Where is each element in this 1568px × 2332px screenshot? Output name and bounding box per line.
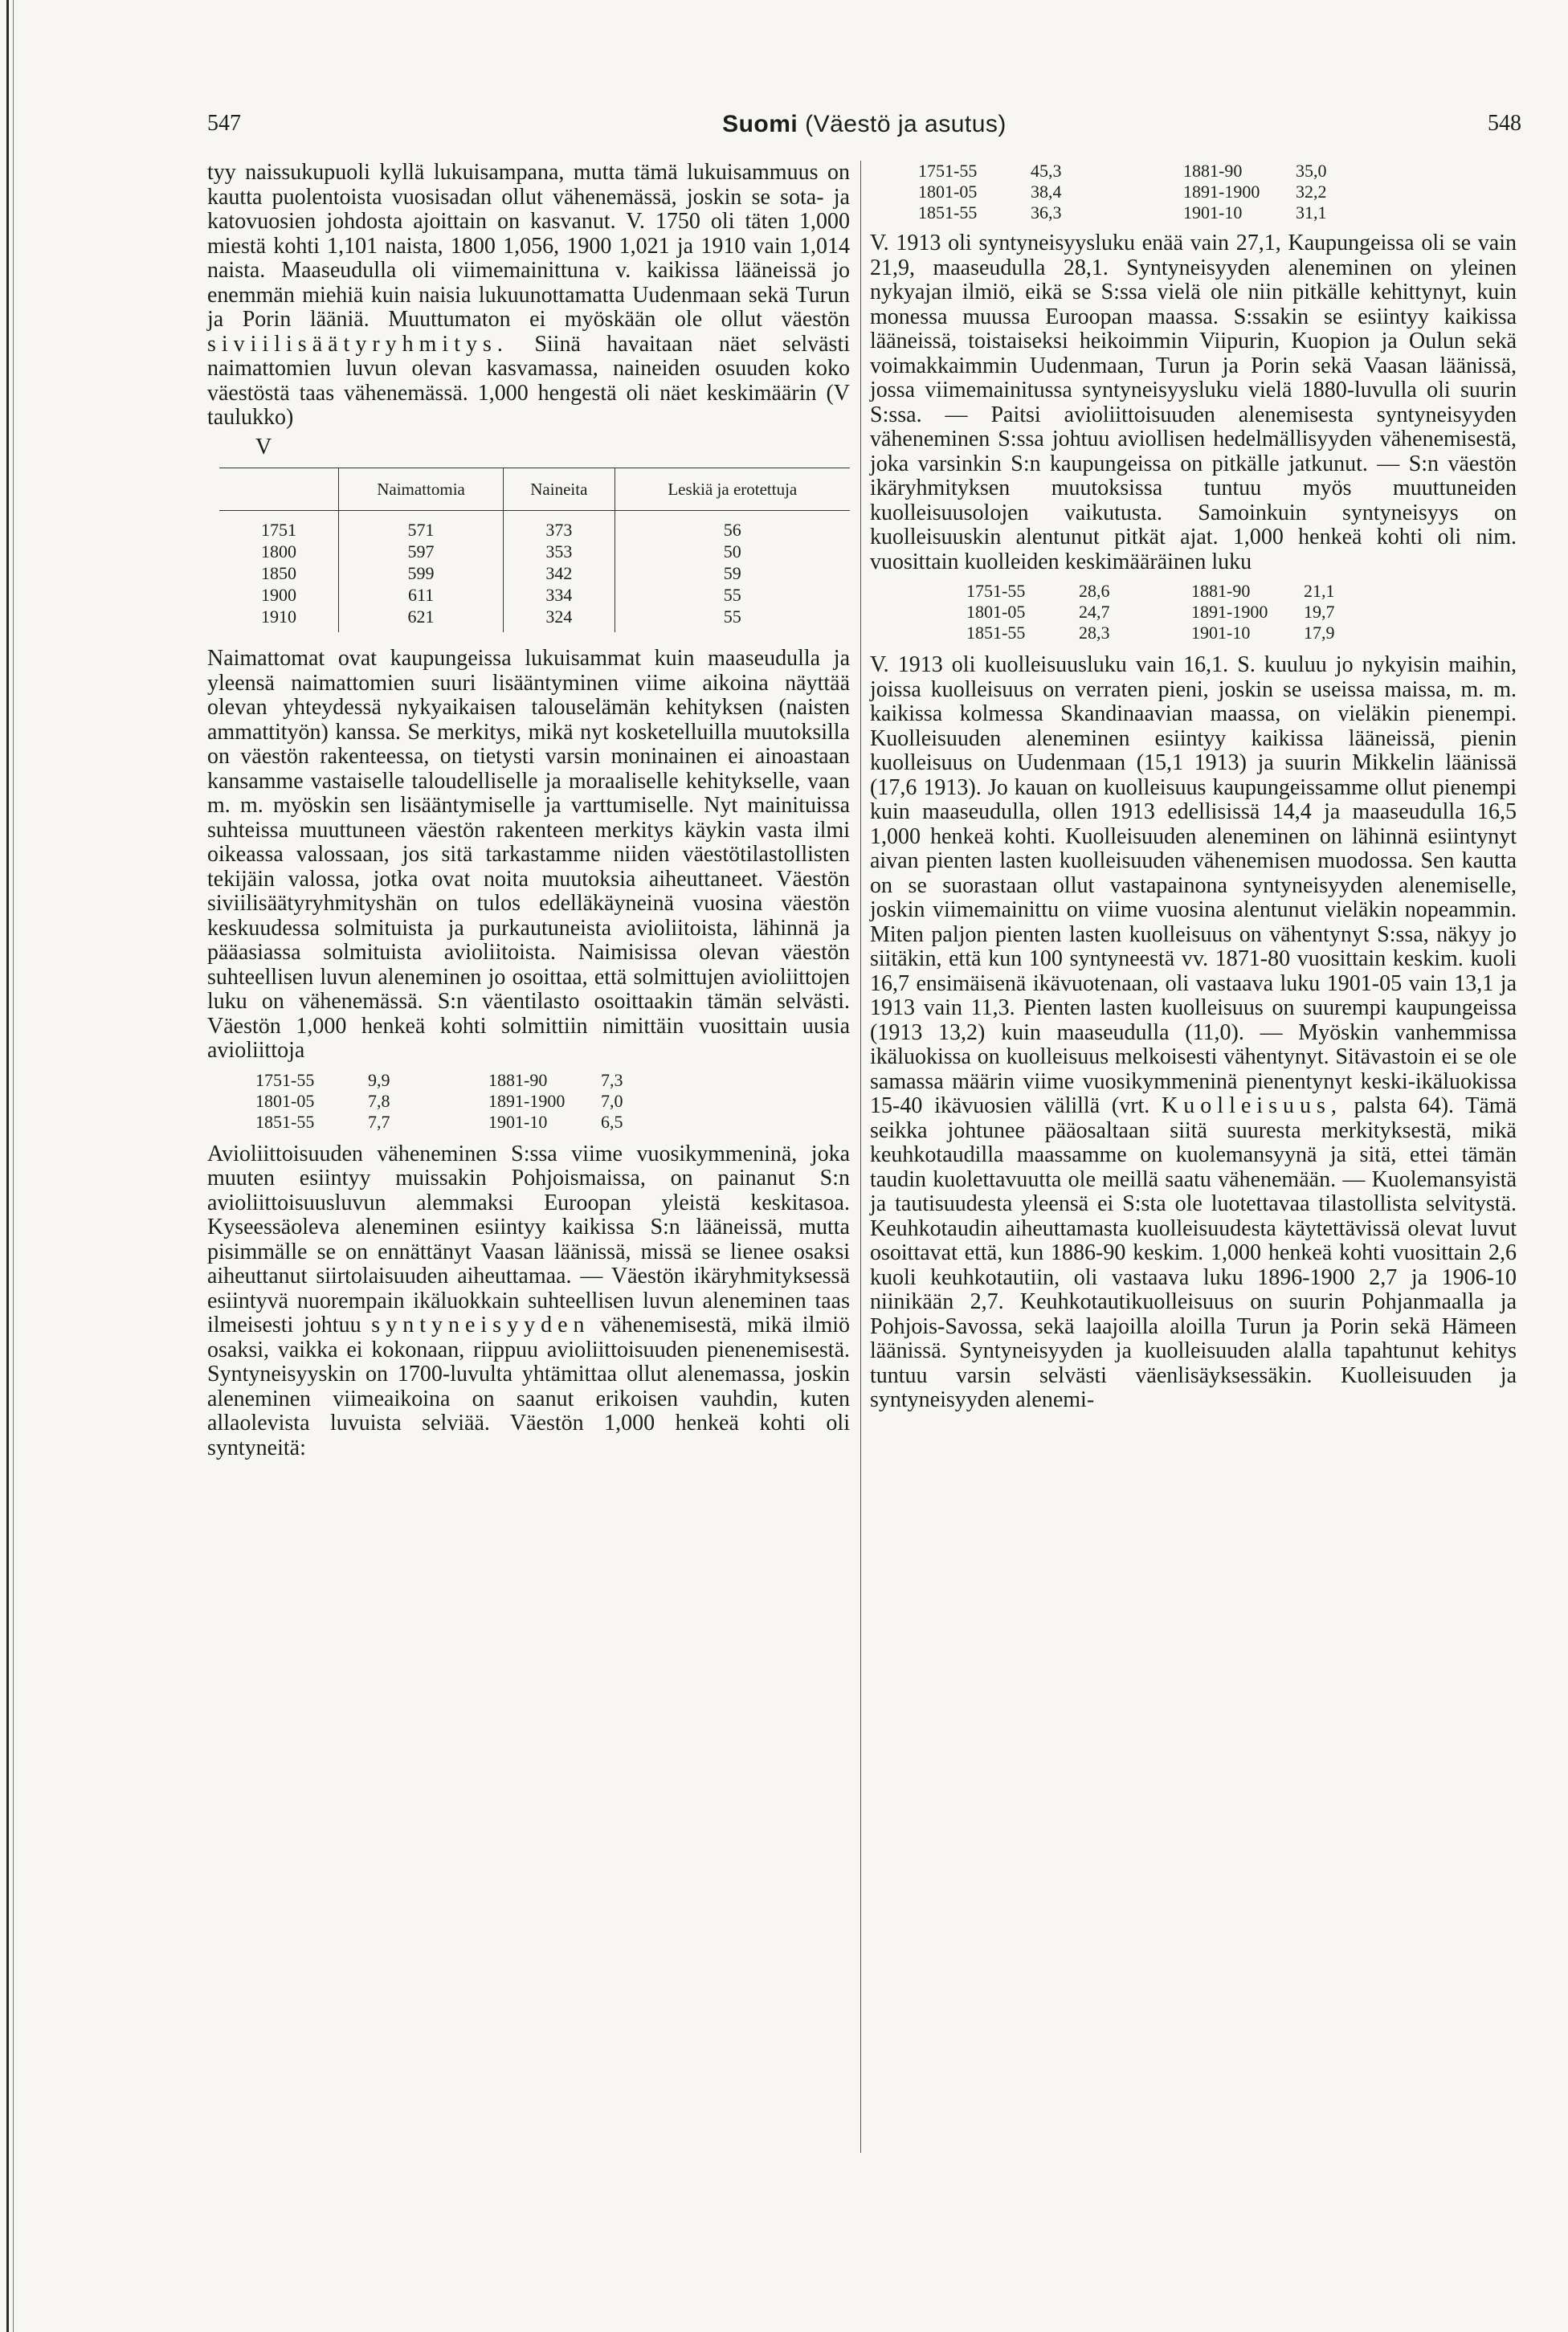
marital-status-table — [219, 468, 850, 632]
binding-edge — [6, 0, 9, 2332]
table-row: 1910 621 324 55 — [219, 606, 850, 632]
birth-rate-stats: 1751-55 1801-05 1851-55 45,3 38,4 36,3 1881-90 1891-1900 1901-10 35,0 32,2 31,1 — [918, 161, 1327, 223]
page-number-right: 548 — [1488, 111, 1521, 136]
table-row: 1751 571 373 56 — [219, 511, 850, 541]
table-label: V — [255, 434, 272, 459]
table-header: Naimattomia — [339, 468, 504, 511]
page-number-left: 547 — [207, 111, 241, 136]
paragraph: V. 1913 oli kuolleisuusluku vain 16,1. S. kuuluu jo nykyisin maihin, joissa kuolleisuus on verraten pieni, joskin se useissa maissa, m. m. kaikissa kolmessa Skandinaavian maassa, on vieläkin pienempi. Kuolleisuuden aleneminen esiintyy kaikissa lääneissä, pienin kuolleisuus on Uudenmaan (15,1 1913) ja suurin Mikkelin läänissä (17,6 1913). Jo kauan on kuolleisuus kaupungeissamme ollut pienempi kuin maaseudulla, ollen 1913 edellisissä 14,4 ja maaseudulla 16,5 1,000 henkeä kohti. Kuolleisuuden aleneminen on lähinnä esiintynyt aivan pienten lasten kuolleisuuden vähenemisen muodossa. Sen kautta on se suorastaan ollut vastapainona syntyneisyyden alenemiselle, joskin viimemainittu on viime vuosina alentunut vieläkin nopeammin. Miten paljon pienten lasten kuolleisuus on vähentynyt S:ssa, näkyy jo siitäkin, että kun 100 syntyneestä vv. 1871-80 vuosittain keskim. kuoli 16,7 ensimäisenä ikävuotenaan, oli vastaava luku 1901-05 vain 13,1 ja 1913 vain 11,3. Pienten lasten kuolleisuus on suurempi kaupungeissa (1913 13,2) kuin maaseudulla (11,0). — Myöskin vanhemmissa ikäluokissa on kuolleisuus melkoisesti vähentynyt. Sitävastoin ei se ole samassa määrin viime vuosikymmeninä pienentynyt keski-ikäluokissa 15-40 ikävuosien välillä (vrt. Kuolleisuus, palsta 64). Tämä seikka johtunee pääosaltaan siitä suuresta merkityksestä, mikä keuhkotaudilla maassamme on kuolemansyynä ja sitä, ettei tämän taudin kuolettavuutta ole meillä saatu vähenemään. — Kuolemansyistä ja tautisuudesta yleensä ei S:sta ole luotettavaa tilastollista selvitystä. Keuhkotaudin aiheuttamasta kuolleisuudesta käytettävissä olevat luvut osoittavat että, kun 1886-90 keskim. 1,000 henkeä kohti vuosittain 2,6 kuoli keuhkotautiin, oli vastaava luku 1896-1900 2,7 ja 1906-10 niinikään 2,7. Keuhkotautikuolleisuus on suurin Pohjanmaalla ja Pohjois-Savossa, sekä laajoilla aloilla Turun ja Porin sekä Hämeen läänissä. Syntyneisyyden ja kuolleisuuden alalla tapahtunut kehitys tuntuu varsin selvästi väenlisäyksessäkin. Kuolleisuuden ja syntyneisyyden alenemi- — [870, 652, 1517, 1412]
table-header: Naineita — [504, 468, 615, 511]
table-row: 1800 597 353 50 — [219, 541, 850, 562]
page-header — [207, 111, 1521, 146]
table-row: 1850 599 342 59 — [219, 562, 850, 584]
paragraph: Avioliittoisuuden väheneminen S:ssa viime vuosikymmeninä, joka muuten esiintyy muissakin Pohjoismaissa, on painanut S:n avioliittoisuusluvun alemmaksi Euroopan yleistä keskitasoa. Kyseessäoleva aleneminen esiintyy kaikissa S:n lääneissä, mutta pisimmälle se on ennättänyt Vaasan läänissä, missä se lienee osaksi aiheuttanut siirtolaisuuden aiheuttamaa. — Väestön ikäryhmityksessä esiintyvä nuorempain ikäluokkain suhteellisen luvun aleneminen taas ilmeisesti johtuu syntyneisyyden vähenemisestä, mikä ilmiö osaksi, vaikka ei kokonaan, riippuu avioliittoisuuden pienenemisestä. Syntyneisyyskin on 1700-luvulta yhtämittaa ollut alenemassa, joskin aleneminen viimeaikoina on saanut erikoisen vauhdin, kuten allaolevista luvuista selviää. Väestön 1,000 henkeä kohti oli syntyneitä: — [207, 1141, 850, 1460]
column-divider — [860, 161, 861, 2153]
marriage-rate-stats: 1751-55 1801-05 1851-55 9,9 7,8 7,7 1881-90 1891-1900 1901-10 7,3 7,0 6,5 — [255, 1069, 623, 1132]
paragraph: tyy naissukupuoli kyllä lukuisampana, mutta tämä lukuisammuus on kautta puolentoista vuosisadan ollut vähenemässä, joskin se sota- ja katovuosien johdosta ajoittain on kasvanut. V. 1750 oli täten 1,000 miestä kohti 1,101 naista, 1800 1,056, 1900 1,021 ja 1910 vain 1,014 naista. Maaseudulla oli viimemainittuna v. kaikissa lääneissä jo enemmän miehiä kuin naisia lukuunottamatta Uudenmaan sekä Turun ja Porin lääniä. Muuttumaton ei myöskään ole ollut väestön siviilisäätyryhmitys. Siinä havaitaan näet selvästi naimattomien luvun olevan kasvamassa, naineiden osuuden koko väestöstä taas vähenemässä. 1,000 hengestä oli näet keskimäärin (V taulukko) — [207, 160, 851, 430]
table-header: Leskiä ja erotettuja — [615, 468, 850, 511]
spaced-term: Kuolleisuus, — [1162, 1093, 1342, 1118]
paragraph: V. 1913 oli syntyneisyysluku enää vain 27,1, Kaupungeissa oli se vain 21,9, maaseudulla 28,1. Syntyneisyyden aleneminen on yleinen nykyajan ilmiö, eikä se S:ssa vielä ole niin pitkälle kehittynyt, kuin monessa muussa Euroopan maassa. S:ssakin se esiintyy kaikissa lääneissä, toistaiseksi heikoimmin Viipurin, Kuopion ja Oulun sekä voimakkaimmin Uudenmaan, Turun ja Porin sekä Vaasan läänissä, jossa viimemainitussa syntyneisyysluku vielä 1880-luvulla oli suurin S:ssa. — Paitsi avioliittoisuuden alenemisesta syntyneisyyden väheneminen S:ssa johtuu aviollisen hedelmällisyyden vähenemisestä, joka varsinkin S:n kaupungeissa on pitkälle jatkunut. — S:n väestön ikäryhmityksen muutoksissa tuntuu myös muuttuneiden kuolleisuusolojen vaikutusta. Samoinkuin syntyneisyys on kuolleisuuskin alentunut pitkät ajat. 1,000 henkeä kohti oli nim. vuosittain kuolleiden keskimääräinen luku — [870, 231, 1517, 574]
running-title — [207, 111, 1521, 138]
left-column — [207, 161, 850, 1460]
running-title-sub: (Väestö ja asutus) — [805, 111, 1007, 137]
table-header-year — [219, 468, 339, 511]
right-column — [870, 161, 1517, 1413]
spaced-term: siviilisäätyryhmitys. — [207, 331, 508, 357]
spaced-term: syntyneisyyden — [371, 1313, 590, 1338]
running-title-main: Suomi — [722, 111, 798, 137]
paragraph: Naimattomat ovat kaupungeissa lukuisammat kuin maaseudulla ja yleensä naimattomien suuri lisääntyminen viime aikoina näyttää olevan yhteydessä nykyaikaisen talouselämän kehityksen (naisten ammattityön) kanssa. Se merkitys, mikä nyt kosketelluilla muutoksilla on väestön rakenteessa, on tietysti varsin moninainen ei ainoastaan kansamme vastaiselle taloudelliselle ja moraaliselle kehitykselle, vaan m. m. myöskin sen lisääntymiselle ja varttumiselle. Nyt mainituissa suhteissa muuttuneen väestön rakenteen merkitys käykin vasta ilmi oikeassa valossaan, jos sitä tarkastamme niiden väestötilastollisten tekijäin valossa, jotka ovat noita muutoksia aiheuttaneet. Väestön siviilisäätyryhmityshän on tulos edelläkäyneinä vuosina väestön keskuudessa solmituista ja purkautuneista avioliitoista, lähinnä ja pääasiassa solmituista avioliitoista. Naimisissa olevan väestön suhteellisen luvun aleneminen jo osoittaa, että solmittujen avioliittojen luku on vähenemässä. S:n väentilasto osoittaakin tämän selvästi. Väestön 1,000 henkeä kohti solmittiin nimittäin vuosittain uusia avioliittoja — [207, 646, 850, 1063]
death-rate-stats: 1751-55 1801-05 1851-55 28,6 24,7 28,3 1881-90 1891-1900 1901-10 21,1 19,7 17,9 — [966, 581, 1335, 643]
binding-edge-line — [13, 0, 14, 2332]
table-row: 1900 611 334 55 — [219, 584, 850, 606]
